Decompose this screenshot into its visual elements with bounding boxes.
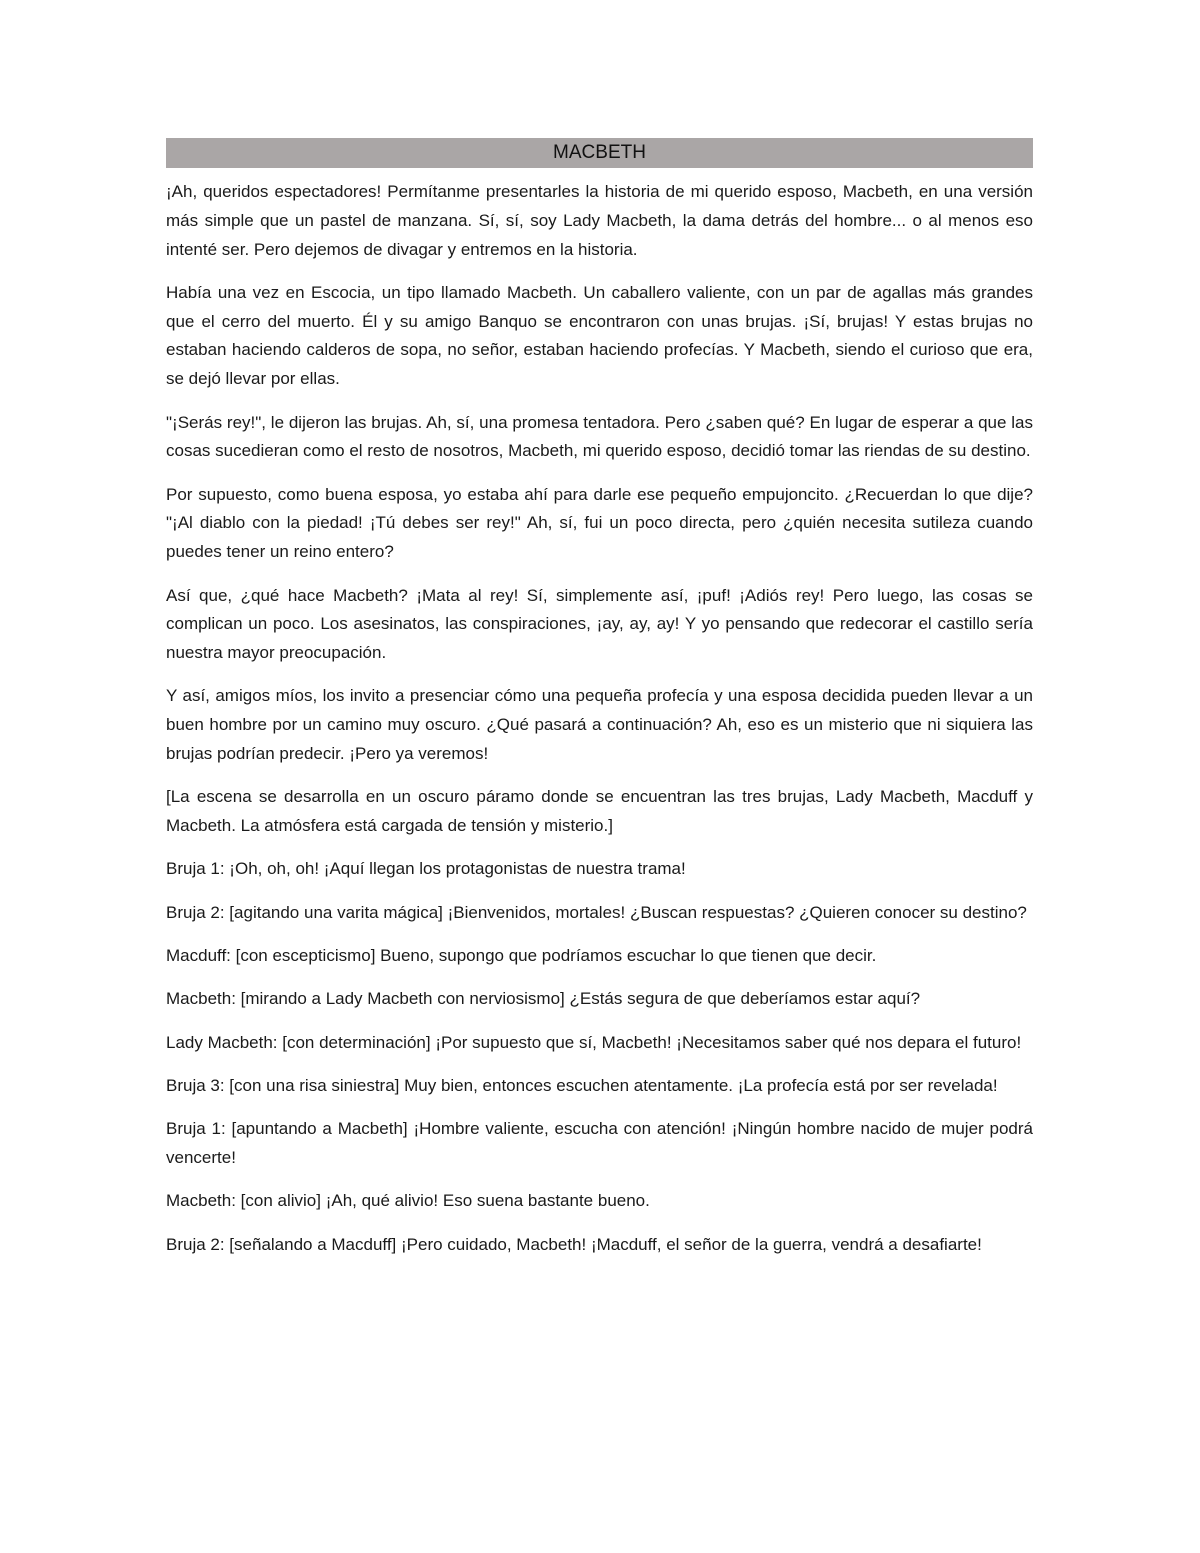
paragraph-story-4: Así que, ¿qué hace Macbeth? ¡Mata al rey! Sí, simplemente así, ¡puf! ¡Adiós rey! Pero luego, las cosas se complican un poco. Los asesinatos, las conspiraciones, ¡ay, ay, ay! Y yo pensando que redecorar el castillo sería nuestra mayor preocupación. <box>166 585 1033 663</box>
document-page <box>166 138 1033 1274</box>
dialogue-line: Bruja 2: [señalando a Macduff] ¡Pero cuidado, Macbeth! ¡Macduff, el señor de la guerra, vendrá a desafiarte! <box>166 1234 982 1254</box>
dialogue-line: Bruja 1: [apuntando a Macbeth] ¡Hombre valiente, escucha con atención! ¡Ningún hombre nacido de mujer podrá vencerte! <box>166 1119 1033 1168</box>
paragraph-story-5: Y así, amigos míos, los invito a presenciar cómo una pequeña profecía y una esposa decidida pueden llevar a un buen hombre por un camino muy oscuro. ¿Qué pasará a continuación? Ah, eso es un misterio que ni siquiera las brujas podrían predecir. ¡Pero ya veremos! <box>166 686 1033 764</box>
dialogue-line: Bruja 2: [agitando una varita mágica] ¡Bienvenidos, mortales! ¿Buscan respuestas? ¿Quieren conocer su destino? <box>166 902 1027 922</box>
paragraph-stage-direction: [La escena se desarrolla en un oscuro páramo donde se encuentran las tres brujas, Lady Macbeth, Macduff y Macbeth. La atmósfera está cargada de tensión y misterio.] <box>166 787 1033 836</box>
dialogue-line: Macbeth: [mirando a Lady Macbeth con nerviosismo] ¿Estás segura de que deberíamos estar aquí? <box>166 989 921 1009</box>
dialogue-line: Bruja 3: [con una risa siniestra] Muy bien, entonces escuchen atentamente. ¡La profecía está por ser revelada! <box>166 1075 998 1095</box>
dialogue-line: Bruja 1: ¡Oh, oh, oh! ¡Aquí llegan los protagonistas de nuestra trama! <box>166 859 686 879</box>
paragraph-story-1: Había una vez en Escocia, un tipo llamado Macbeth. Un caballero valiente, con un par de agallas más grandes que el cerro del muerto. Él y su amigo Banquo se encontraron con unas brujas. ¡Sí, brujas! Y estas brujas no estaban haciendo calderos de sopa, no señor, estaban haciendo profecías. Y Macbeth, siendo el curioso que era, se dejó llevar por ellas. <box>166 282 1033 389</box>
dialogue-line: Lady Macbeth: [con determinación] ¡Por supuesto que sí, Macbeth! ¡Necesitamos saber qué nos depara el futuro! <box>166 1032 1022 1052</box>
dialogue-line: Macduff: [con escepticismo] Bueno, supongo que podríamos escuchar lo que tienen que decir. <box>166 946 877 966</box>
paragraph-story-2: "¡Serás rey!", le dijeron las brujas. Ah, sí, una promesa tentadora. Pero ¿saben qué? En lugar de esperar a que las cosas sucedieran como el resto de nosotros, Macbeth, mi querido esposo, decidió tomar las riendas de su destino. <box>166 412 1033 461</box>
paragraph-intro: ¡Ah, queridos espectadores! Permítanme presentarles la historia de mi querido esposo, Macbeth, en una versión más simple que un pastel de manzana. Sí, sí, soy Lady Macbeth, la dama detrás del hombre... o al menos eso intenté ser. Pero dejemos de divagar y entremos en la historia. <box>166 182 1033 259</box>
paragraph-story-3: Por supuesto, como buena esposa, yo estaba ahí para darle ese pequeño empujoncito. ¿Recuerdan lo que dije? "¡Al diablo con la piedad! ¡Tú debes ser rey!" Ah, sí, fui un poco directa, pero ¿quién necesita sutileza cuando puedes tener un reino entero? <box>166 484 1033 562</box>
document-title: MACBETH <box>166 138 1033 168</box>
dialogue-line: Macbeth: [con alivio] ¡Ah, qué alivio! Eso suena bastante bueno. <box>166 1191 650 1211</box>
